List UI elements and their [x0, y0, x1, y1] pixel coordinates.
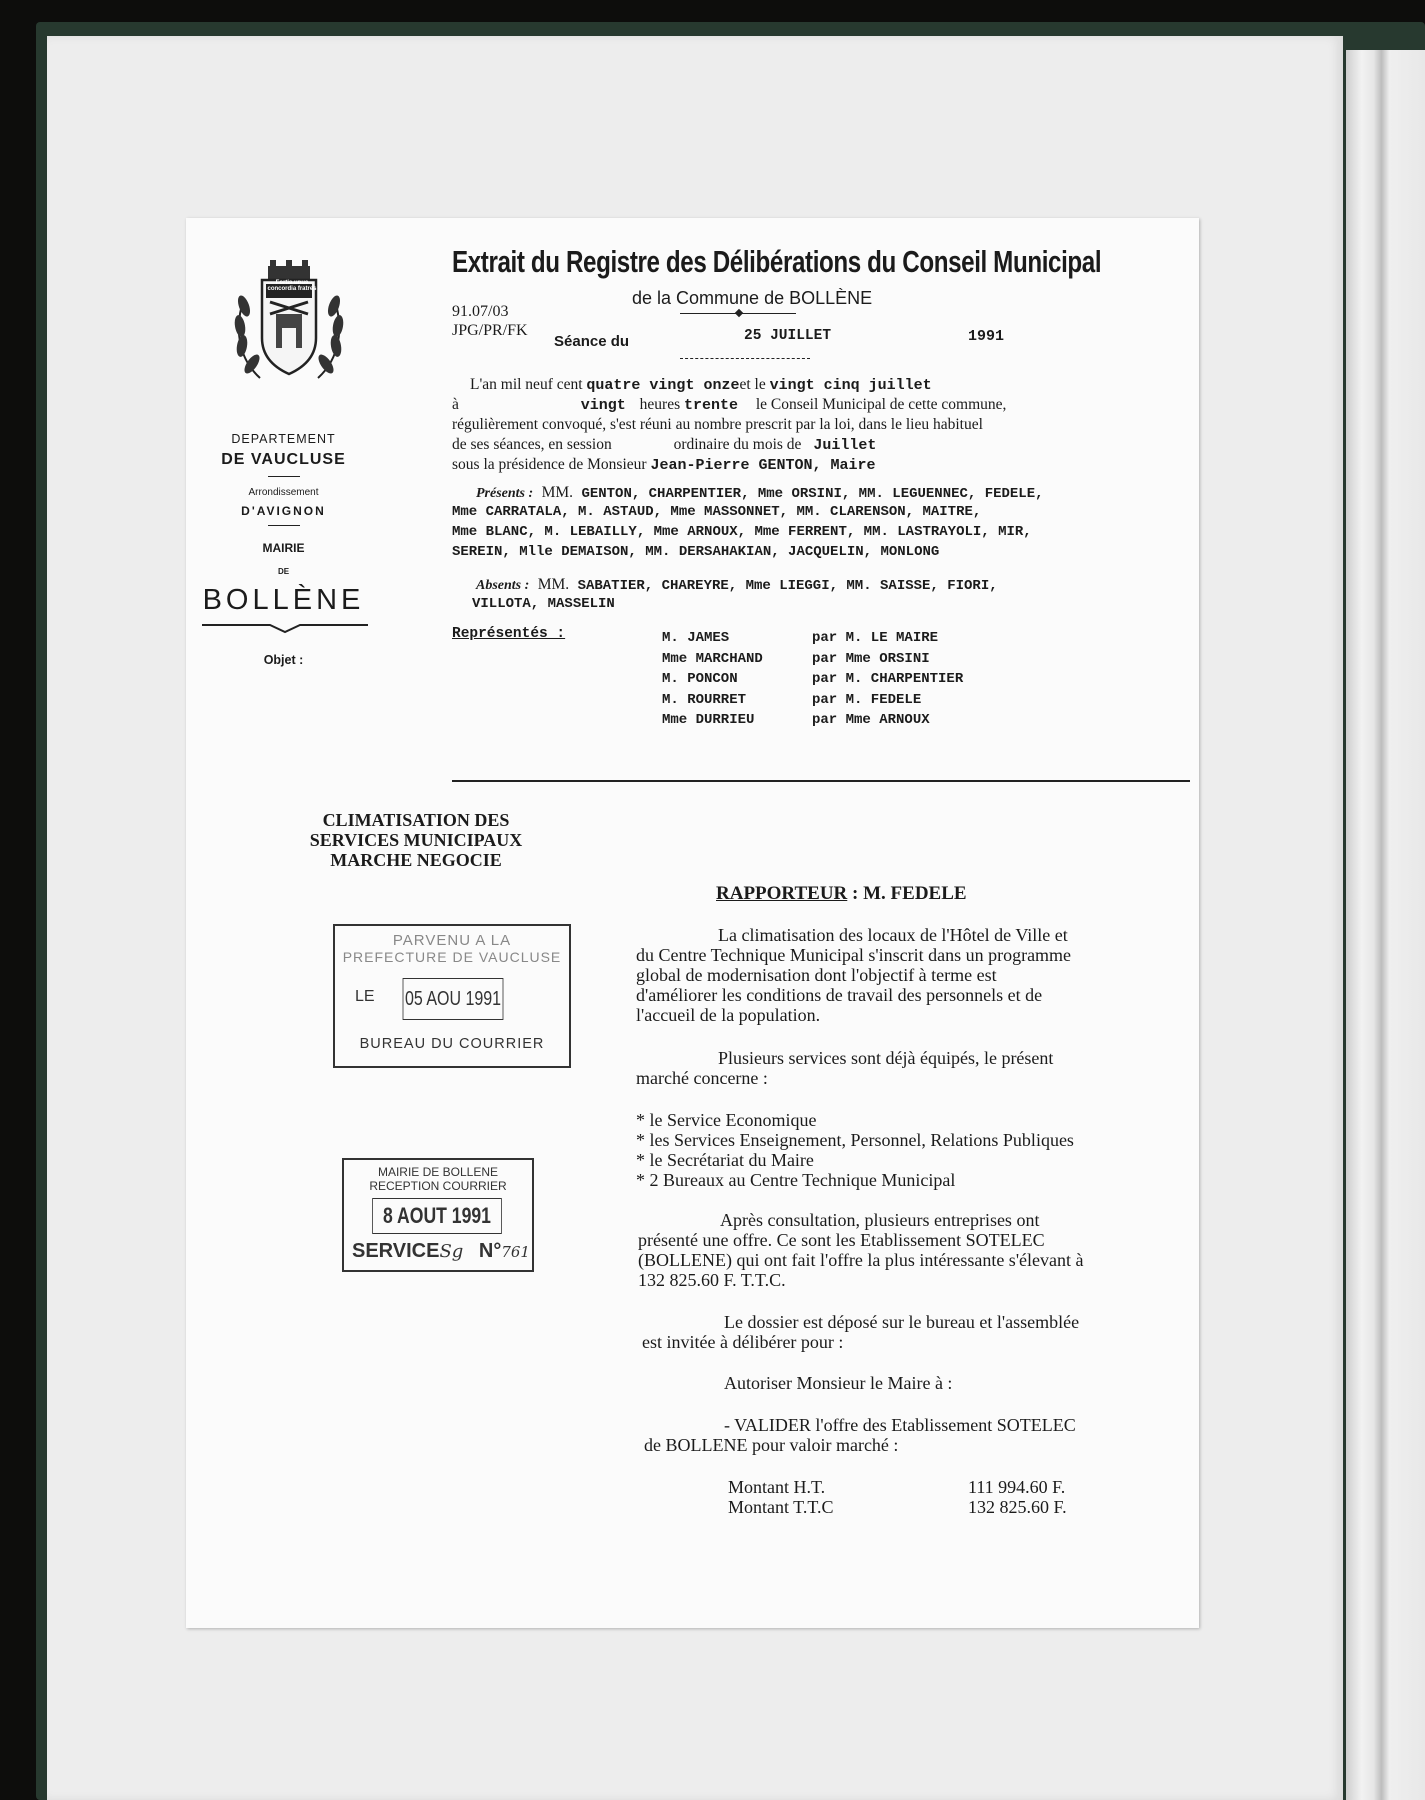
representes-label: Représentés :: [452, 626, 566, 642]
ornament-divider: [200, 620, 370, 634]
intro-line-4: de ses séances, en session ordinaire du mois de Juillet: [452, 436, 877, 454]
paragraph-6: - VALIDER l'offre des Etablissement SOTELEC de BOLLENE pour valoir marché :: [644, 1415, 1076, 1455]
paragraph-1: La climatisation des locaux de l'Hôtel de Ville et du Centre Technique Municipal s'inscrit dans un programme global de modernisation dont l'objectif à terme est d'améliorer les conditions de travail des personnels et de l'accueil de la population.: [636, 925, 1072, 1025]
list-item: * les Services Enseignement, Personnel, Relations Publiques: [636, 1130, 1074, 1150]
presents-line-4: SEREIN, Mlle DEMAISON, MM. DERSAHAKIAN, JACQUELIN, MONLONG: [452, 544, 940, 560]
objet-label: Objet :: [263, 653, 304, 667]
mairie-label: MAIRIE: [262, 541, 305, 555]
absents-line-2: VILLOTA, MASSELIN: [472, 596, 615, 612]
seance-date: 25 JUILLET: [744, 328, 832, 344]
intro-line-3: régulièrement convoqué, s'est réuni au nombre prescrit par la loi, dans le lieu habituel: [452, 416, 983, 433]
divider: [268, 525, 300, 526]
prefecture-stamp-date: 05 AOU 1991: [403, 978, 504, 1020]
intro-line-5: sous la présidence de Monsieur Jean-Pierre GENTON, Maire: [452, 456, 876, 474]
amounts-table: [728, 1477, 1067, 1517]
bollene-crest-icon: [230, 258, 348, 388]
reception-stamp-date: 8 AOUT 1991: [372, 1198, 502, 1234]
divider: [268, 476, 300, 477]
de-label: DE: [277, 567, 290, 576]
paragraph-5: Autoriser Monsieur le Maire à :: [724, 1373, 953, 1393]
presents-line-3: Mme BLANC, M. LEBAILLY, Mme ARNOUX, Mme FERRENT, MM. LASTRAYOLI, MIR,: [452, 524, 1032, 540]
bollene-label: BOLLÈNE: [202, 584, 365, 616]
paragraph-4: Le dossier est déposé sur le bureau et l'assemblée est invitée à délibérer pour :: [642, 1312, 1080, 1352]
objet-title: CLIMATISATION DES SERVICES MUNICIPAUX MARCHE NEGOCIE: [309, 810, 523, 870]
departement-label: DEPARTEMENT: [231, 432, 336, 446]
crest-motto: Fortis unus concordia fratres: [267, 280, 317, 292]
stamp-service: SERVICESg N°761: [352, 1240, 530, 1262]
mairie-reception-stamp: MAIRIE DE BOLLENE RECEPTION COURRIER 8 AOUT 1991 SERVICESg N°761: [342, 1158, 534, 1272]
list-item: * le Service Economique: [636, 1110, 817, 1130]
divider: [680, 358, 810, 359]
list-item: * 2 Bureaux au Centre Technique Municipal: [636, 1170, 956, 1190]
amount-row: Montant H.T. 111 994.60 F.: [728, 1477, 1066, 1497]
rapporteur: RAPPORTEUR : M. FEDELE: [716, 883, 967, 904]
reference-number: 91.07/03: [452, 303, 509, 320]
paragraph-3: Après consultation, plusieurs entreprises ont présenté une offre. Ce sont les Etablissement SOTELEC (BOLLENE) qui ont fait l'offre la plus intéressante s'élevant à 132 825.60 F. T.T.C.: [638, 1210, 1084, 1290]
document-title: Extrait du Registre des Délibérations du Conseil Municipal: [452, 244, 1102, 279]
seance-label: Séance du: [554, 333, 630, 350]
represente-row: M. JAMES par M. LE MAIRE: [662, 630, 939, 646]
avignon-label: D'AVIGNON: [241, 504, 326, 518]
list-item: * le Secrétariat du Maire: [636, 1150, 814, 1170]
absents-line-1: Absents : MM. SABATIER, CHAREYRE, Mme LIEGGI, MM. SAISSE, FIORI,: [476, 576, 998, 594]
services-list: [636, 1110, 1156, 1190]
divider-ornament: [735, 309, 743, 317]
header-separator: [452, 780, 1190, 782]
reference-initials: JPG/PR/FK: [452, 322, 528, 339]
presents-line-2: Mme CARRATALA, M. ASTAUD, Mme MASSONNET, MM. CLARENSON, MAITRE,: [452, 504, 982, 520]
intro-line-1: L'an mil neuf cent quatre vingt onzeet le vingt cinq juillet: [470, 376, 932, 394]
arrondissement-label: Arrondissement: [248, 487, 319, 498]
represente-row: M. ROURRET par M. FEDELE: [662, 691, 922, 708]
amount-row: Montant T.T.C 132 825.60 F.: [728, 1497, 1067, 1517]
presents-line-1: Présents : MM. GENTON, CHARPENTIER, Mme ORSINI, MM. LEGUENNEC, FEDELE,: [476, 484, 1044, 502]
document-subtitle: de la Commune de BOLLÈNE: [632, 288, 873, 308]
prefecture-stamp: PARVENU A LA PREFECTURE DE VAUCLUSE LE 05 AOU 1991 BUREAU DU COURRIER: [333, 924, 571, 1068]
paragraph-2: Plusieurs services sont déjà équipés, le présent marché concerne :: [636, 1048, 1054, 1088]
representes-list: [662, 628, 963, 731]
document-sheet: [186, 218, 1199, 1628]
vaucluse-label: DE VAUCLUSE: [221, 451, 346, 468]
represente-row: Mme DURRIEU par Mme ARNOUX: [662, 712, 930, 728]
seance-year: 1991: [968, 328, 1005, 345]
intro-line-2: à vingt heures trente le Conseil Municipal de cette commune,: [452, 396, 1007, 414]
represente-row: Mme MARCHAND par Mme ORSINI: [662, 650, 930, 667]
next-page-edge: [1346, 50, 1425, 1800]
represente-row: M. PONCON par M. CHARPENTIER: [662, 671, 964, 687]
